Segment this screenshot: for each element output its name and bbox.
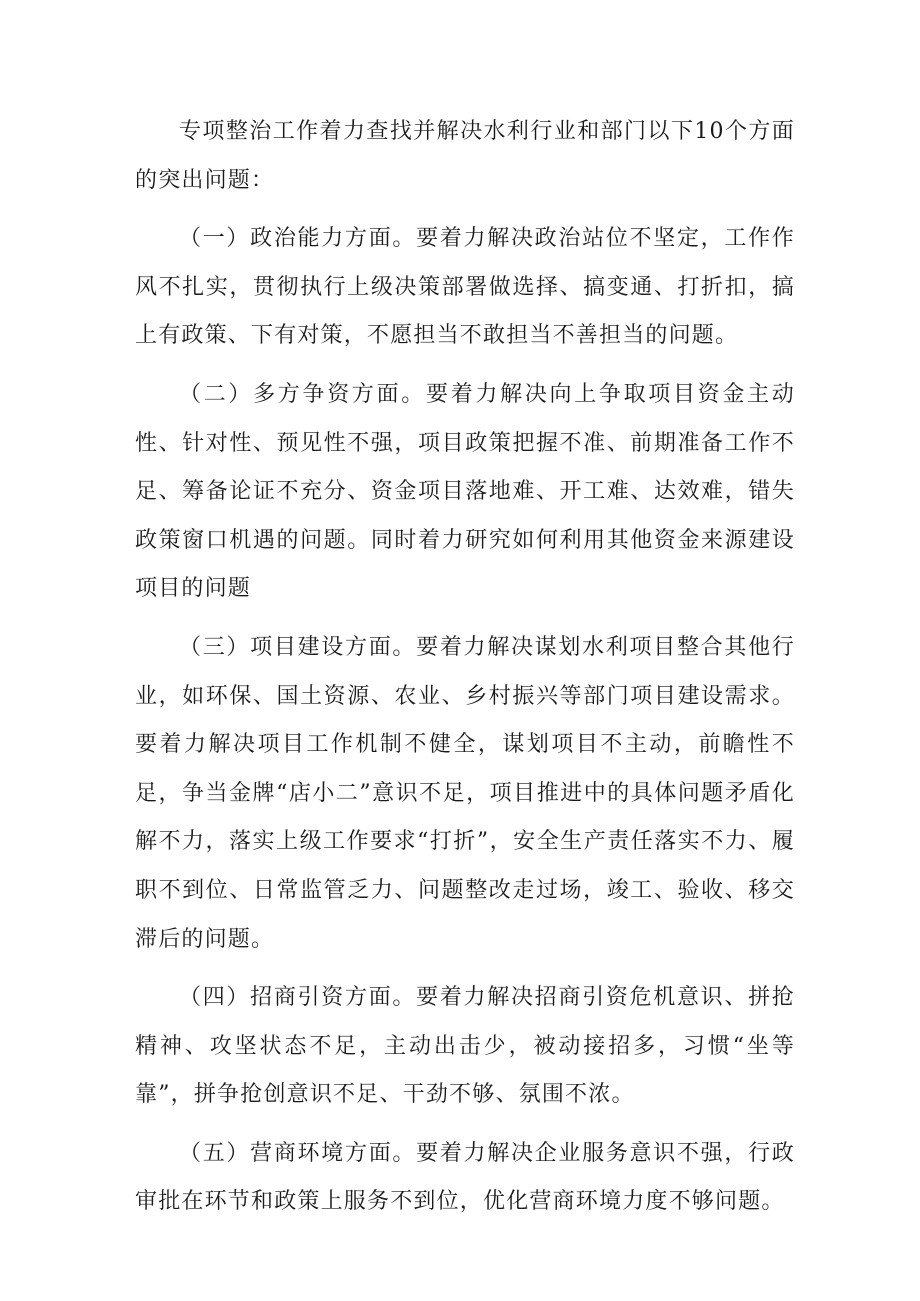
section-heading-5: （五）营商环境方面。: [179, 1140, 417, 1166]
section-heading-2: （二）多方争资方面。: [179, 381, 426, 407]
intro-text: 专项整治工作着力查找并解决水利行业和部门以下10个方面的突出问题：: [135, 119, 795, 193]
section-text-1: 要着力解决政治站位不坚定，工作作风不扎实，贯彻执行上级决策部署做选择、搞变通、打折扣，搞上有政策、下有对策，不愿担当不敢担当不善担当的问题。: [135, 226, 795, 349]
section-text-2: 要着力解决向上争取项目资金主动性、针对性、预见性不强，项目政策把握不准、前期准备工作不足、筹备论证不充分、资金项目落地难、开工难、达效难，错失政策窗口机遇的问题。同时着力研究如何利用其他资金来源建设项目的问题: [135, 381, 795, 602]
section-text-4: 要着力解决招商引资危机意识、拼抢精神、攻坚状态不足，主动出击少，被动接招多，习惯“坐等靠”，拼争抢创意识不足、干劲不够、氛围不浓。: [135, 985, 795, 1108]
section-heading-3: （三）项目建设方面。: [179, 634, 417, 660]
section-heading-1: （一）政治能力方面。: [179, 226, 417, 252]
section-paragraph-4: [135, 974, 795, 1120]
section-paragraph-5: [135, 1130, 795, 1227]
section-paragraph-3: [135, 624, 795, 964]
section-paragraph-1: [135, 215, 795, 361]
section-paragraph-2: [135, 371, 795, 614]
document-body: [135, 108, 795, 1227]
section-heading-4: （四）招商引资方面。: [179, 985, 417, 1011]
section-text-5: 要着力解决企业服务意识不强，行政审批在环节和政策上服务不到位，优化营商环境力度不够问题。: [135, 1140, 795, 1215]
intro-paragraph: [135, 108, 795, 205]
section-text-3: 要着力解决谋划水利项目整合其他行业，如环保、国土资源、农业、乡村振兴等部门项目建设需求。要着力解决项目工作机制不健全，谋划项目不主动，前瞻性不足，争当金牌“店小二”意识不足，项目推进中的具体问题矛盾化解不力，落实上级工作要求“打折”，安全生产责任落实不力、履职不到位、日常监管乏力、问题整改走过场，竣工、验收、移交滞后的问题。: [135, 634, 795, 952]
